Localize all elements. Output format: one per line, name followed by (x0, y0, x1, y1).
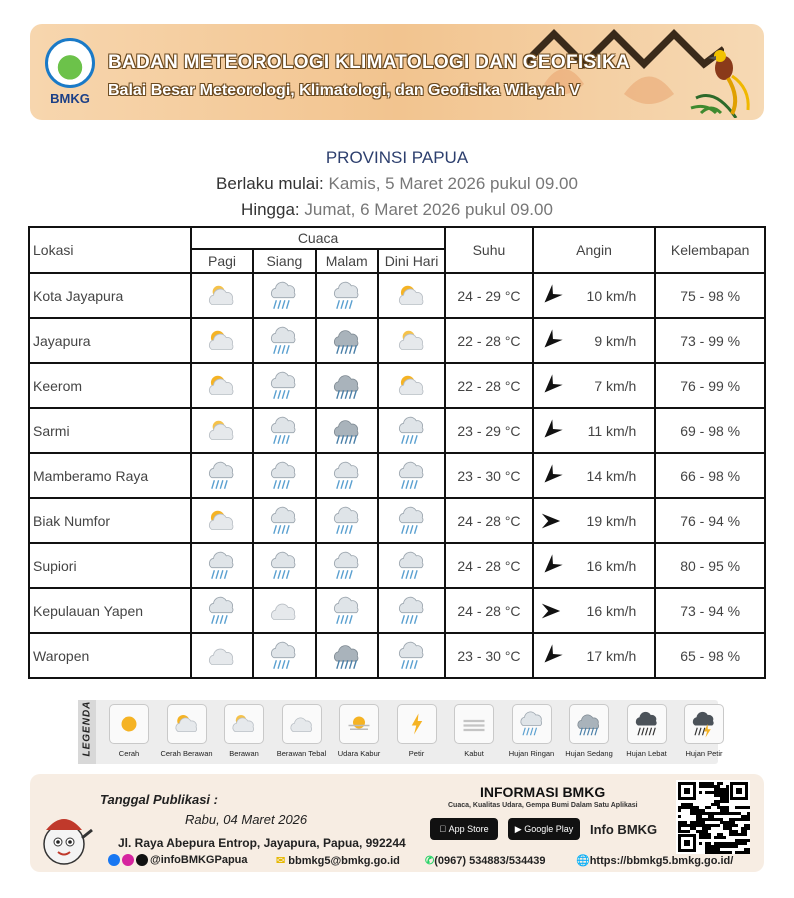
wind-speed: 14 km/h (586, 467, 637, 484)
cell-suhu: 24 - 28 °C (445, 588, 532, 633)
legend-item-label: Cerah (118, 749, 140, 758)
hujan-sedang-icon (574, 709, 604, 739)
hujan-ringan-icon (267, 324, 301, 358)
legend-item-hujan-sedang (560, 704, 618, 758)
cell-angin (533, 633, 656, 678)
cell-suhu: 23 - 30 °C (445, 633, 532, 678)
hujan-petir-icon (689, 709, 719, 739)
cerah-berawan-icon (172, 709, 202, 739)
wind-direction-south-west-icon (535, 415, 566, 446)
valid-to-label: Hingga: (241, 200, 300, 219)
wind-direction-south-west-icon (535, 640, 566, 671)
hujan-ringan-icon (205, 594, 239, 628)
cell-kelembapan: 80 - 95 % (655, 543, 765, 588)
cell-kelembapan: 75 - 98 % (655, 273, 765, 318)
cell-suhu: 23 - 30 °C (445, 453, 532, 498)
hujan-ringan-icon (395, 639, 429, 673)
berawan-tebal-icon (287, 709, 317, 739)
cell-dini (378, 633, 445, 678)
bmkg-logo (44, 38, 96, 108)
cell-dini (378, 363, 445, 408)
legend-box (627, 704, 667, 744)
table-row (29, 543, 765, 588)
cell-angin (533, 588, 656, 633)
table-row (29, 273, 765, 318)
legend-label-bar (78, 700, 96, 764)
wind-direction-south-west-icon (535, 370, 566, 401)
cell-suhu: 24 - 29 °C (445, 273, 532, 318)
legend-box (454, 704, 494, 744)
legend-box (569, 704, 609, 744)
cell-pagi (191, 363, 253, 408)
legend-item-hujan-petir (675, 704, 733, 758)
instagram-icon (122, 854, 134, 866)
berawan-icon (229, 709, 259, 739)
wind-direction-south-west-icon (535, 280, 566, 311)
cell-siang (253, 273, 315, 318)
address: Jl. Raya Abepura Entrop, Jayapura, Papua, 992244 (118, 836, 406, 850)
legend-item-cerah-berawan (158, 704, 216, 758)
cell-malam (316, 363, 378, 408)
agency-title: BADAN METEOROLOGI KLIMATOLOGI DAN GEOFISIKA (108, 52, 631, 73)
header-banner (30, 24, 764, 120)
info-bmkg-subtitle: Cuaca, Kualitas Udara, Gempa Bumi Dalam Satu Aplikasi (448, 802, 638, 809)
facebook-icon (108, 854, 120, 866)
cell-angin (533, 363, 656, 408)
wind-speed: 19 km/h (586, 512, 637, 529)
cell-pagi (191, 588, 253, 633)
header-pagi: Pagi (191, 249, 253, 273)
legend-item-hujan-ringan (503, 704, 561, 758)
cell-suhu: 24 - 28 °C (445, 498, 532, 543)
cell-siang (253, 633, 315, 678)
cell-kelembapan: 73 - 99 % (655, 318, 765, 363)
wind-direction-south-west-icon (535, 550, 566, 581)
legend-box (282, 704, 322, 744)
cell-siang (253, 363, 315, 408)
legend-item-label: Hujan Petir (685, 749, 723, 758)
hujan-ringan-icon (395, 594, 429, 628)
cell-angin (533, 318, 656, 363)
cell-siang (253, 318, 315, 363)
cell-angin (533, 273, 656, 318)
hujan-ringan-icon (205, 549, 239, 583)
hujan-ringan-icon (330, 594, 364, 628)
hujan-ringan-icon (395, 414, 429, 448)
hujan-ringan-icon (267, 459, 301, 493)
app-store-button[interactable] (430, 818, 498, 840)
wind-direction-east-icon (540, 510, 562, 532)
legend (78, 700, 723, 764)
legend-item-berawan-tebal (273, 704, 331, 758)
cell-malam (316, 543, 378, 588)
cell-dini (378, 318, 445, 363)
header-dini-hari: Dini Hari (378, 249, 445, 273)
cell-dini (378, 408, 445, 453)
wind-direction-south-west-icon (535, 460, 566, 491)
cell-lokasi: Sarmi (29, 408, 191, 453)
cerah-berawan-icon (205, 369, 239, 403)
app-store-label: App Store (445, 824, 486, 834)
table-row (29, 498, 765, 543)
hujan-ringan-icon (395, 549, 429, 583)
legend-item-label: Berawan Tebal (276, 749, 327, 758)
berawan-tebal-icon (267, 594, 301, 628)
hujan-sedang-icon (330, 414, 364, 448)
cell-angin (533, 453, 656, 498)
valid-to-value: Jumat, 6 Maret 2026 pukul 09.00 (304, 200, 553, 219)
legend-item-label: Kabut (464, 749, 484, 758)
hujan-ringan-icon (205, 459, 239, 493)
cell-lokasi: Keerom (29, 363, 191, 408)
cell-siang (253, 498, 315, 543)
berawan-icon (395, 324, 429, 358)
wind-speed: 9 km/h (594, 332, 637, 349)
bird-of-paradise-icon (686, 38, 756, 118)
hujan-lebat-icon (632, 709, 662, 739)
legend-item-hujan-lebat (618, 704, 676, 758)
legend-box (167, 704, 207, 744)
legend-label: LEGENDA (81, 700, 93, 757)
cerah-berawan-icon (205, 324, 239, 358)
social-handle-text: @infoBMKGPapua (150, 854, 248, 866)
cerah-berawan-icon (395, 369, 429, 403)
legend-item-kabut (445, 704, 503, 758)
province-title: PROVINSI PAPUA (325, 148, 469, 167)
wind-speed: 16 km/h (586, 557, 637, 574)
legend-box (224, 704, 264, 744)
mascot-icon (34, 808, 98, 870)
legend-box (109, 704, 149, 744)
valid-from-label: Berlaku mulai: (216, 174, 324, 193)
cell-pagi (191, 273, 253, 318)
cell-lokasi: Kepulauan Yapen (29, 588, 191, 633)
hujan-ringan-icon (330, 504, 364, 538)
table-row (29, 588, 765, 633)
hujan-ringan-icon (517, 709, 547, 739)
cell-dini (378, 273, 445, 318)
publication-date: Rabu, 04 Maret 2026 (185, 812, 308, 827)
legend-item-petir (388, 704, 446, 758)
cell-angin (533, 408, 656, 453)
cell-malam (316, 273, 378, 318)
legend-item-label: Berawan (229, 749, 259, 758)
cell-kelembapan: 66 - 98 % (655, 453, 765, 498)
cell-angin (533, 498, 656, 543)
cell-siang (253, 588, 315, 633)
cell-suhu: 23 - 29 °C (445, 408, 532, 453)
hujan-ringan-icon (330, 279, 364, 313)
cell-kelembapan: 69 - 98 % (655, 408, 765, 453)
cell-lokasi: Jayapura (29, 318, 191, 363)
table-row (29, 408, 765, 453)
mail-icon: ✉ (276, 855, 286, 867)
wind-direction-south-west-icon (535, 325, 566, 356)
header-cuaca: Cuaca (191, 227, 445, 249)
cell-angin (533, 543, 656, 588)
email-link[interactable] (276, 854, 400, 867)
cell-lokasi: Kota Jayapura (29, 273, 191, 318)
website-text: https://bbmkg5.bmkg.go.id/ (589, 855, 734, 867)
legend-box (339, 704, 379, 744)
globe-icon: 🌐 (576, 855, 590, 867)
header-siang: Siang (253, 249, 315, 273)
wind-speed: 10 km/h (586, 287, 637, 304)
cell-malam (316, 318, 378, 363)
cell-suhu: 22 - 28 °C (445, 318, 532, 363)
cell-suhu: 22 - 28 °C (445, 363, 532, 408)
cell-dini (378, 498, 445, 543)
cell-dini (378, 543, 445, 588)
legend-item-label: Hujan Lebat (626, 749, 667, 758)
table-row (29, 633, 765, 678)
cell-malam (316, 588, 378, 633)
legend-item-label: Cerah Berawan (160, 749, 213, 758)
cell-lokasi: Biak Numfor (29, 498, 191, 543)
website-link[interactable] (576, 854, 733, 867)
hujan-ringan-icon (267, 369, 301, 403)
legend-item-udara-kabur (330, 704, 388, 758)
kabut-icon (459, 709, 489, 739)
phone-text: (0967) 534883/534439 (434, 855, 546, 867)
info-bmkg-app-name: Info BMKG (590, 822, 658, 837)
cell-siang (253, 408, 315, 453)
cell-pagi (191, 543, 253, 588)
hujan-sedang-icon (330, 369, 364, 403)
hujan-ringan-icon (330, 459, 364, 493)
cell-lokasi: Waropen (29, 633, 191, 678)
forecast-table (28, 226, 766, 679)
cerah-berawan-icon (205, 504, 239, 538)
legend-box (512, 704, 552, 744)
hujan-ringan-icon (267, 504, 301, 538)
header-suhu: Suhu (445, 227, 532, 273)
agency-subtitle: Balai Besar Meteorologi, Klimatologi, dan Geofisika Wilayah V (108, 82, 580, 99)
table-row (29, 453, 765, 498)
wind-speed: 17 km/h (586, 647, 637, 664)
cell-siang (253, 543, 315, 588)
legend-item-label: Udara Kabur (337, 749, 381, 758)
cell-kelembapan: 65 - 98 % (655, 633, 765, 678)
legend-item-cerah (100, 704, 158, 758)
legend-box (684, 704, 724, 744)
berawan-tebal-icon (205, 639, 239, 673)
whatsapp-icon: ✆ (425, 855, 435, 867)
legend-box (397, 704, 437, 744)
cell-pagi (191, 498, 253, 543)
cell-pagi (191, 318, 253, 363)
wind-speed: 16 km/h (586, 602, 637, 619)
table-row (29, 363, 765, 408)
cell-pagi (191, 408, 253, 453)
header-malam: Malam (316, 249, 378, 273)
email-text: bbmkg5@bmkg.go.id (288, 855, 400, 867)
hujan-ringan-icon (267, 414, 301, 448)
petir-icon (402, 709, 432, 739)
hujan-ringan-icon (267, 549, 301, 583)
cell-dini (378, 453, 445, 498)
cell-siang (253, 453, 315, 498)
play-icon: ▶ (514, 823, 525, 834)
hujan-sedang-icon (330, 639, 364, 673)
x-icon (136, 854, 148, 866)
legend-item-label: Hujan Sedang (565, 749, 613, 758)
udara-kabur-icon (344, 709, 374, 739)
valid-to-line (0, 200, 794, 220)
cell-pagi (191, 633, 253, 678)
google-play-button[interactable] (508, 818, 580, 840)
cell-kelembapan: 73 - 94 % (655, 588, 765, 633)
wind-speed: 11 km/h (587, 422, 637, 439)
cerah-berawan-icon (395, 279, 429, 313)
publication-label: Tanggal Publikasi : (100, 792, 218, 807)
cell-lokasi: Mamberamo Raya (29, 453, 191, 498)
cell-kelembapan: 76 - 94 % (655, 498, 765, 543)
hujan-ringan-icon (267, 279, 301, 313)
legend-item-label: Petir (408, 749, 425, 758)
table-row (29, 318, 765, 363)
cell-malam (316, 498, 378, 543)
cell-kelembapan: 76 - 99 % (655, 363, 765, 408)
phone-link[interactable] (425, 854, 546, 867)
logo-text: BMKG (50, 91, 90, 106)
info-bmkg-title: INFORMASI BMKG (480, 784, 606, 800)
header-kelembapan: Kelembapan (655, 227, 765, 273)
cell-malam (316, 408, 378, 453)
cerah-icon (114, 709, 144, 739)
cell-dini (378, 588, 445, 633)
hujan-sedang-icon (330, 324, 364, 358)
wind-speed: 7 km/h (594, 377, 637, 394)
cell-pagi (191, 453, 253, 498)
cell-malam (316, 633, 378, 678)
hujan-ringan-icon (395, 459, 429, 493)
valid-from-line (0, 174, 794, 194)
social-handle[interactable] (108, 854, 248, 866)
valid-from-value: Kamis, 5 Maret 2026 pukul 09.00 (328, 174, 578, 193)
qr-code-icon[interactable] (676, 780, 750, 854)
legend-item-berawan (215, 704, 273, 758)
cell-malam (316, 453, 378, 498)
hujan-ringan-icon (395, 504, 429, 538)
berawan-icon (205, 414, 239, 448)
cell-suhu: 24 - 28 °C (445, 543, 532, 588)
header-lokasi: Lokasi (29, 227, 191, 273)
berawan-icon (205, 279, 239, 313)
legend-item-label: Hujan Ringan (508, 749, 555, 758)
apple-icon (442, 824, 446, 834)
cell-lokasi: Supiori (29, 543, 191, 588)
hujan-ringan-icon (267, 639, 301, 673)
hujan-ringan-icon (330, 549, 364, 583)
wind-direction-east-icon (540, 600, 562, 622)
header-angin: Angin (533, 227, 656, 273)
google-play-label: Google Play (524, 824, 574, 834)
footer (30, 774, 764, 872)
